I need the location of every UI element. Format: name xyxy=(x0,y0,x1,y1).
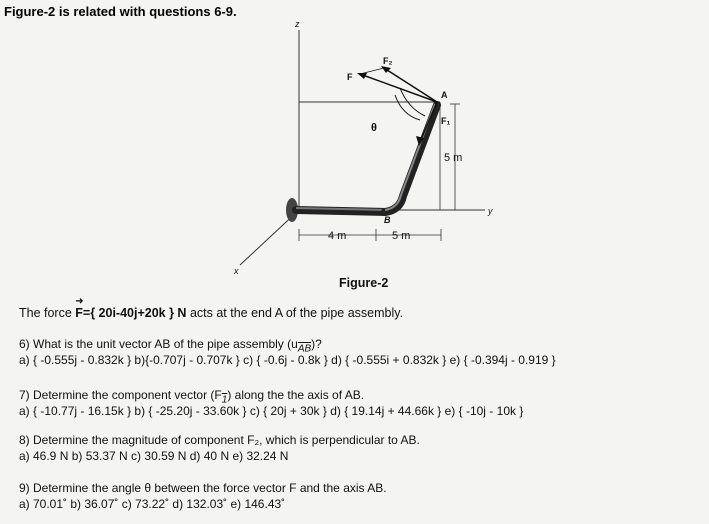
label-a: A xyxy=(441,90,448,100)
label-f1: F₁ xyxy=(441,116,451,126)
problem-prefix: The force xyxy=(19,306,76,320)
question-7-options: a) { -10.77j - 16.15k } b) { -25.20j - 33.60k } c) { 20j + 30k } d) { 19.14j + 44.66k } e) { -10j - 10k } xyxy=(19,404,524,418)
question-8-options: a) 46.9 N b) 53.37 N c) 30.59 N d) 40 N e) 32.24 N xyxy=(19,449,289,463)
label-f2: F₂ xyxy=(383,56,393,66)
label-y: y xyxy=(488,206,493,216)
question-6-sub: AB xyxy=(297,343,312,355)
question-7-text: 7) Determine the component vector (F xyxy=(19,388,222,402)
label-theta: θ xyxy=(371,122,377,134)
problem-force: ➜ F={ 20i-40j+20k } N xyxy=(75,306,186,320)
question-9-stem: 9) Determine the angle θ between the force vector F and the axis AB. xyxy=(19,481,387,495)
question-7-end: ) along the the axis of AB. xyxy=(227,388,365,402)
label-f: F xyxy=(347,72,353,82)
label-z: z xyxy=(295,19,300,29)
question-9-options: a) 70.01˚ b) 36.07˚ c) 73.22˚ d) 132.03˚ e) 146.43˚ xyxy=(19,497,286,511)
question-6-text: 6) What is the unit vector AB of the pipe assembly (u xyxy=(19,337,298,351)
question-6-options: a) { -0.555j - 0.832k } b){-0.707j - 0.707k } c) { -0.6j - 0.8k } d) { -0.555i + 0.832k } e) { -0.394j - 0.919 } xyxy=(19,353,556,367)
question-8-stem: 8) Determine the magnitude of component F₂, which is perpendicular to AB. xyxy=(19,433,420,447)
problem-statement xyxy=(19,306,403,320)
question-6-end: )? xyxy=(311,337,322,351)
label-5m-vertical: 5 m xyxy=(444,152,463,164)
label-b: B xyxy=(384,215,391,225)
figure-caption: Figure-2 xyxy=(339,276,389,290)
header-title: Figure-2 is related with questions 6-9. xyxy=(4,4,237,19)
label-4m: 4 m xyxy=(328,230,347,242)
problem-suffix: acts at the end A of the pipe assembly. xyxy=(186,306,404,320)
question-7-sub: 1 xyxy=(221,394,228,406)
label-5m-horizontal: 5 m xyxy=(392,230,411,242)
label-x: x xyxy=(234,266,239,276)
